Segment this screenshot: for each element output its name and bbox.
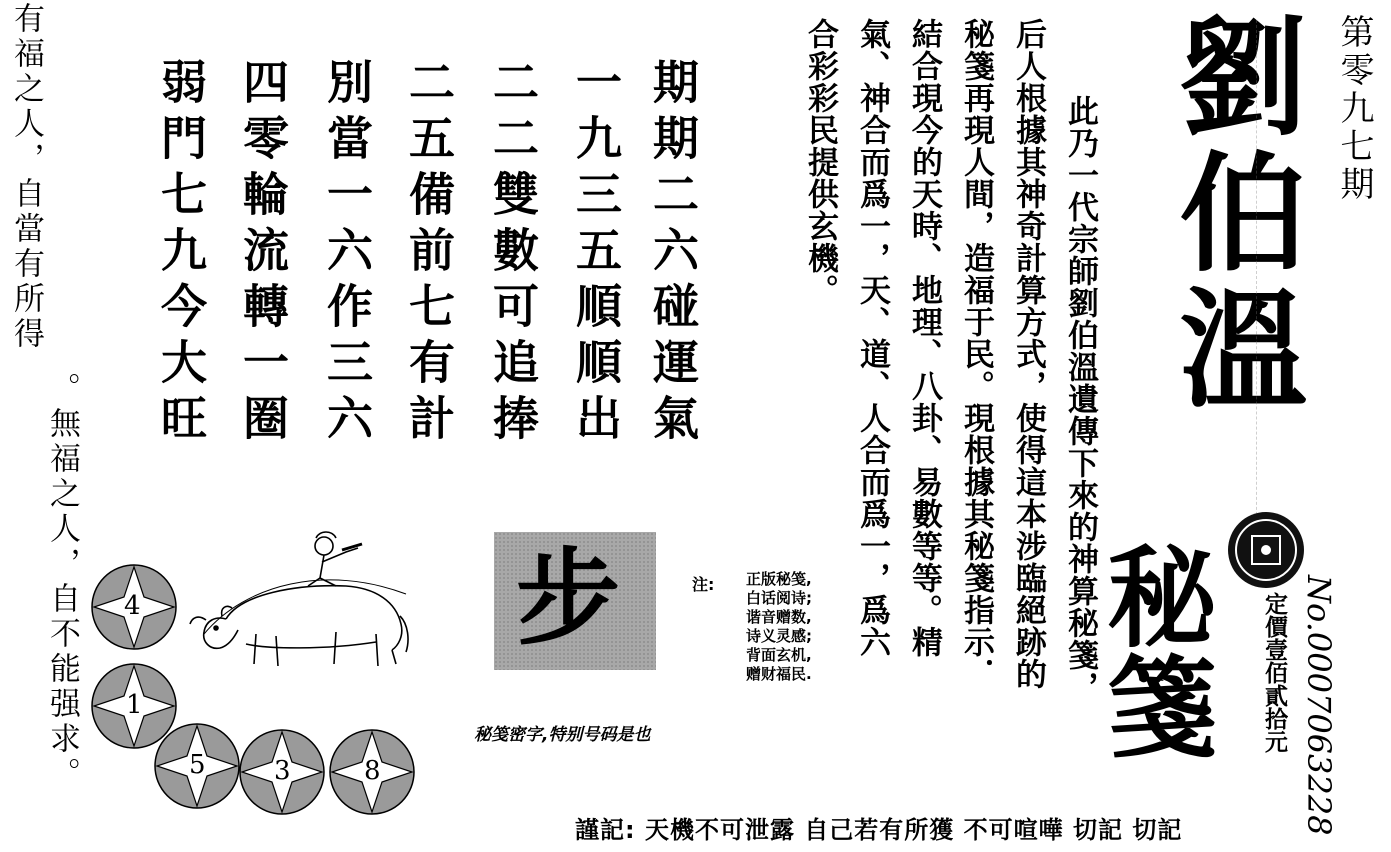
slogan-column-1 [4,2,49,352]
poem-line-4: 二五備前七有計 [402,58,456,450]
secret-char: 步 [516,537,621,659]
note-line: 背面玄机, [746,646,812,664]
intro-column-2: 后人根據其神奇計算方式，使得這本涉臨絕跡的 [1010,18,1046,690]
stamp-strip [1256,20,1283,540]
caption: 秘笺密字,特别号码是也 [474,725,651,745]
intro-column-4: 結合現今的天時、地理、八卦、易數等等。精 [906,18,942,658]
badge-number: 4 [124,591,141,621]
note-label: 注: [692,575,715,594]
slogan-part-2c: 。 [44,757,80,792]
intro-column-3: 秘箋再現人間，造福于民。現根據其秘箋指示． [958,18,994,690]
intro-column-6: 合彩彩民提供玄機。 [802,18,838,306]
slogan-part-2a: 。無福之人 [44,372,80,547]
note-block [746,570,812,684]
poem-line-2: 一九三五順順出 [569,58,623,450]
issue-label: 第零九七期 [1334,14,1374,204]
ox-cowherd-illustration [186,524,416,674]
note-line: 赠财福民. [746,665,812,683]
badge-number: 8 [364,756,381,786]
note-line: 诗义灵感; [746,627,812,645]
intro-column-1: 此乃一代宗師劉伯溫遺傳下來的神算秘箋， [1062,95,1098,703]
badge-number: 3 [274,756,291,786]
seal-icon [1228,512,1304,588]
footer-warning: 謹記: 天機不可泄露 自己若有所獲 不可喧嘩 切記 切記 [575,816,1183,844]
badge-number: 1 [126,690,143,720]
number-badge [238,728,326,816]
secret-char-box [494,532,656,670]
slogan-column-2 [40,372,85,792]
poem-line-7: 弱門七九今大旺 [154,58,208,450]
price-label: 定價壹佰貳拾元 [1261,592,1287,753]
slogan-part-1b: ，自當有所得 [8,142,44,352]
poem-line-6: 四零輪流轉一圈 [236,58,290,450]
poem-line-3: 二二雙數可追捧 [486,58,540,450]
intro-column-5: 氣、神合而爲一，天、道、人合而爲一，爲六 [854,18,890,658]
slogan-part-1a: 有福之人 [8,2,44,142]
subtitle: 秘箋 [1089,540,1217,760]
note-line: 正版秘笺, [746,570,812,588]
badge-number: 5 [189,750,206,780]
slogan-part-2b: ，自不能强求 [44,547,80,757]
note-line: 白话阅诗; [746,589,812,607]
note-line: 谐音赠数, [746,608,812,626]
number-badge [153,722,241,810]
number-badge [328,728,416,816]
page-title: 劉伯溫 [1157,10,1307,418]
number-badge [90,563,178,651]
poem-line-5: 別當一六作三六 [320,58,374,450]
poem-line-1: 期期二六碰運氣 [646,58,700,450]
serial-number: No.0007063228 [1300,575,1338,836]
